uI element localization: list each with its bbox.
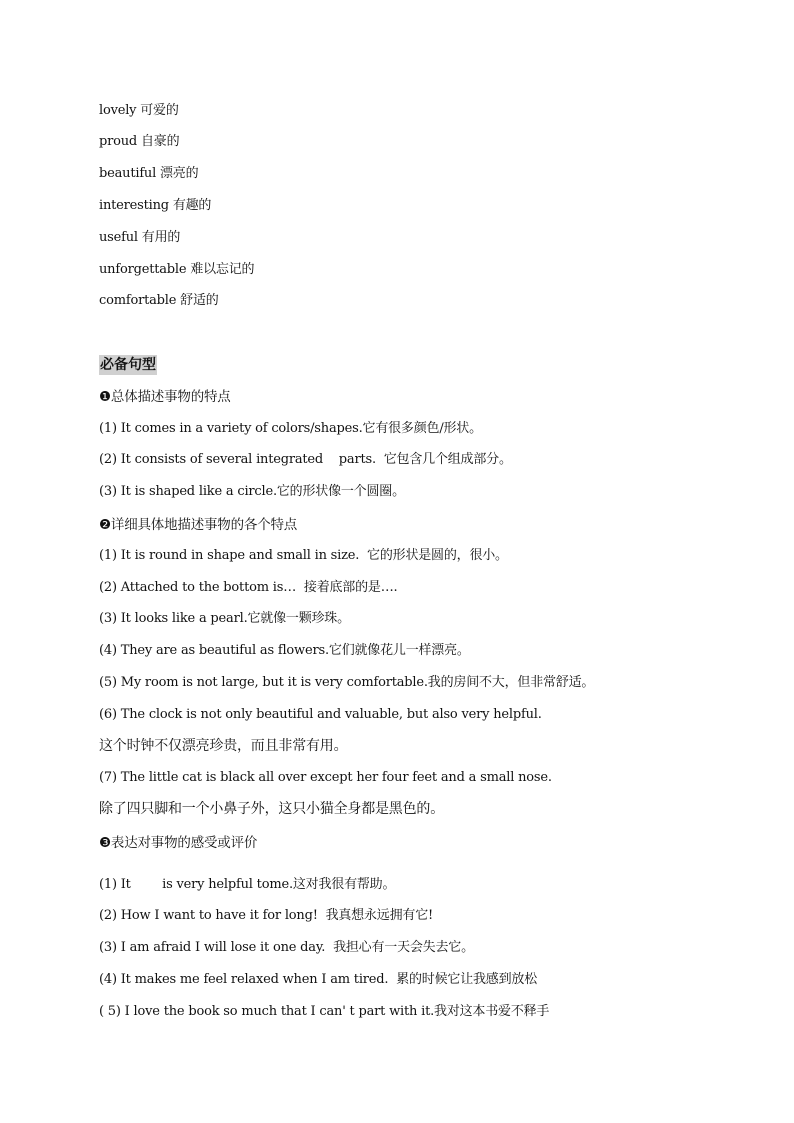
vocab-line: unforgettable 难以忘记的 (99, 262, 255, 277)
subheading: ❶总体描述事物的特点 (99, 389, 231, 405)
sentence-line: 除了四只脚和一个小鼻子外，这只小猫全身都是黑色的。 (99, 801, 444, 817)
vocab-line: proud 自豪的 (99, 134, 180, 149)
subheading: ❸表达对事物的感受或评价 (99, 835, 258, 851)
sentence-line: (4) It makes me feel relaxed when I am tired. 累的时候它让我感到放松 (99, 972, 538, 987)
vocab-line: comfortable 舒适的 (99, 293, 219, 308)
sentence-line: (2) How I want to have it for long! 我真想永远拥有它! (99, 908, 434, 923)
subheading: ❷详细具体地描述事物的各个特点 (99, 517, 298, 533)
sentence-line: (2) Attached to the bottom is… 接着底部的是…. (99, 580, 398, 595)
vocab-line: interesting 有趣的 (99, 198, 212, 213)
sentence-line: (2) It consists of several integrated parts. 它包含几个组成部分。 (99, 452, 512, 467)
section-heading: 必备句型 (100, 357, 156, 373)
sentence-line: (1) It comes in a variety of colors/shapes.它有很多颜色/形状。 (99, 421, 482, 436)
vocab-line: lovely 可爱的 (99, 103, 179, 118)
vocab-line: useful 有用的 (99, 230, 181, 245)
sentence-line: (5) My room is not large, but it is very comfortable.我的房间不大，但非常舒适。 (99, 675, 595, 690)
sentence-line: (3) It looks like a pearl.它就像一颗珍珠。 (99, 611, 350, 626)
sentence-line: (6) The clock is not only beautiful and valuable, but also very helpful. (99, 707, 542, 722)
sentence-line: (3) I am afraid I will lose it one day. 我担心有一天会失去它。 (99, 940, 474, 955)
sentence-line: (4) They are as beautiful as flowers.它们就像花儿一样漂亮。 (99, 643, 470, 658)
sentence-line: ( 5) I love the book so much that I can' t part with it.我对这本书爱不释手 (99, 1004, 550, 1019)
sentence-line: (1) It is very helpful tome.这对我很有帮助。 (99, 877, 396, 892)
sentence-line: (7) The little cat is black all over except her four feet and a small nose. (99, 770, 552, 785)
vocab-line: beautiful 漂亮的 (99, 166, 199, 181)
sentence-line: 这个时钟不仅漂亮珍贵，而且非常有用。 (99, 738, 348, 754)
sentence-line: (1) It is round in shape and small in size. 它的形状是圆的，很小。 (99, 548, 508, 563)
sentence-line: (3) It is shaped like a circle.它的形状像一个圆圈。 (99, 484, 405, 499)
